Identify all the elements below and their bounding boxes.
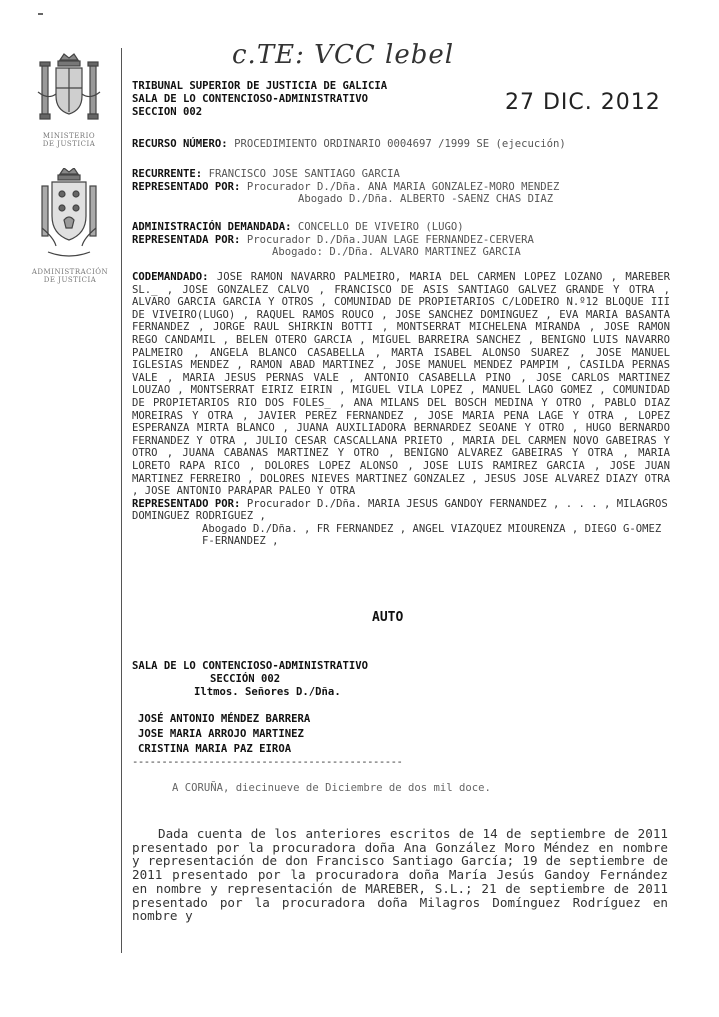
body-paragraph: Dada cuenta de los anteriores escritos de 14 de septiembre de 2011 presentado por la procuradora doña Ana González Moro Méndez en nombre y representación de don Francisco Santiago García; 19 de septiembre de 2011 presentado por la procuradora doña María Jesús Gandoy Fernández en nombre y representación de MAREBER, S.L.; 21 de septiembre de 2011 presentado por la procuradora doña Milagros Domínguez Rodríguez en nombre y: [132, 826, 668, 924]
margin-rule: [121, 48, 122, 953]
demandada-block: [132, 221, 534, 259]
recurso-label: RECURSO NÚMERO:: [132, 138, 228, 150]
administration-caption: ADMINISTRACIÓN DE JUSTICIA: [31, 268, 109, 284]
ministry-caption: MINISTERIO DE JUSTICIA: [42, 132, 96, 148]
codemandado-abogado: Abogado D./Dña. , FR FERNANDEZ , ANGEL VIAZQUEZ MIOURENZA , DIEGO G-OMEZ F-ERNANDEZ ,: [202, 522, 662, 548]
codemandado-rep-label: REPRESENTADO POR:: [132, 497, 241, 510]
handwritten-note: c.TE: VCC lebel: [232, 40, 455, 70]
recurrente-block: [132, 168, 559, 206]
recurso-value: PROCEDIMIENTO ORDINARIO 0004697 /1999 SE (ejecución): [234, 138, 566, 150]
judge-name: CRISTINA MARIA PAZ EIROA: [138, 743, 292, 755]
codemandado-label: CODEMANDADO:: [132, 271, 209, 283]
sala-line3: Iltmos. Señores D./Dña.: [194, 686, 341, 698]
codemandado-block: [132, 271, 670, 548]
auto-title: AUTO: [372, 610, 404, 625]
court-chamber: SALA DE LO CONTENCIOSO-ADMINISTRATIVO: [132, 93, 368, 105]
spain-coat-of-arms-logo: [34, 52, 104, 130]
court-header: [132, 80, 387, 119]
judge-name: JOSE MARIA ARROJO MARTINEZ: [138, 728, 304, 740]
received-date-stamp: 27 DIC. 2012: [505, 90, 661, 115]
court-section: SECCION 002: [132, 106, 203, 118]
judge-name: JOSÉ ANTONIO MÉNDEZ BARRERA: [138, 713, 311, 725]
recurrente-rep-label: REPRESENTADO POR:: [132, 180, 241, 193]
recurrente-value: FRANCISCO JOSE SANTIAGO GARCIA: [208, 168, 400, 180]
demandada-rep-label: REPRESENTADA POR:: [132, 233, 241, 246]
demandada-abogado: Abogado: D./Dña. ALVARO MARTINEZ GARCIA: [272, 246, 521, 258]
recurso-line: [132, 138, 566, 151]
demandada-value: CONCELLO DE VIVEIRO (LUGO): [297, 221, 464, 233]
demandada-label: ADMINISTRACIÓN DEMANDADA:: [132, 221, 292, 233]
court-name: TRIBUNAL SUPERIOR DE JUSTICIA DE GALICIA: [132, 80, 388, 92]
sala-block: [132, 660, 368, 699]
scan-mark: [38, 13, 43, 15]
codemandado-list: JOSE RAMON NAVARRO PALMEIRO, MARIA DEL CARMEN LOPEZ LOZANO , MAREBER SL._ , JOSE GONZALEZ CALVO , FRANCISCO DE ASIS SANTIAGO GALVEZ GRANDE Y OTRA , ALVARO GARCIA GARCIA Y OTROS , COMUNIDAD DE PROPIETARIOS C/LODEIRO N.º12 BLOQUE III DE VIVEIRO(LUGO) , RAQUEL RAMOS ROUCO , JOSE SANCHEZ DOMINGUEZ , EVA MARIA BASANTA FERNANDEZ , JORGE RAUL SHIRKIN BOTTI , MONTSERRAT MICHELENA MIRANDA , JOSE RAMON REGO CANDAMIL , BELEN OTERO GARCIA , MIGUEL BARREIRA SANCHEZ , BENIGNO LUIS NAVARRO PALMEIRO , ANGELA BLANCO CASABELLA , MARTA ISABEL ALONSO SUAREZ , JOSE MANUEL IGLESIAS MENDEZ , RAMON ABAD MARTINEZ , JOSE MANUEL MENDEZ PAMPIM , CASILDA PERNAS VALE , MARIA JESUS PERNAS VALE , ANTONIO CASABELLA PINO , JOSE CARLOS MARTINEZ LOUZAO , MONTSERRAT EIRIZ EIRIN , MIGUEL VILA LOPEZ , MANUEL LAGO GOMEZ , COMUNIDAD DE PROPIETARIOS RIO DOS FOLES_ , ANA MILANS DEL BOSCH MEDINA Y OTRO , PABLO DIAZ MOREIRAS Y OTRA , JAVIER PEREZ FERNANDEZ , JOSE MARIA PENA LAGE Y OTRA , LOPEZ ESPERANZA MIRTA BLANCO , JUANA AUXILIADORA BERNARDEZ SEOANE Y OTRO , HUGO BERNARDO FERNANDEZ Y OTRA , JULIO CESAR CASCALLANA PRIETO , MARIA DEL CARMEN NOVO GABEIRAS Y OTRO , JUANA CABANAS MARTINEZ Y OTRO , BENIGNO ALVAREZ GABEIRAS Y OTRA , MARIA LORETO RAPA RICO , DOLORES LOPEZ ALONSO , JOSE LUIS RAMIREZ GARCIA , JOSE JUAN MARTINEZ FERREIRO , DOLORES NIEVES MARTINEZ GONZALEZ , JESUS JOSE ALVAREZ DIAZY OTRA , JOSE ANTONIO PARAPAR PALEO Y OTRA: [132, 271, 670, 498]
place-date: A CORUÑA, diecinueve de Diciembre de dos mil doce.: [172, 782, 491, 794]
recurrente-label: RECURRENTE:: [132, 168, 203, 180]
separator-line: ----------------------------------------------: [132, 756, 403, 768]
sala-line1: SALA DE LO CONTENCIOSO-ADMINISTRATIVO: [132, 660, 368, 672]
justice-administration-logo: [40, 168, 98, 268]
codemandado-rep-value: Procurador D./Dña. MARIA JESUS GANDOY FERNANDEZ , . . . , MILAGROS DOMINGUEZ RODRIGUEZ ,: [132, 497, 668, 523]
sala-line2: SECCIÓN 002: [210, 673, 281, 685]
recurrente-abogado: Abogado D./Dña. ALBERTO -SAENZ CHAS DIAZ: [298, 193, 554, 205]
judges-list: [138, 712, 310, 757]
recurrente-rep-value: Procurador D./Dña. ANA MARIA GONZALEZ-MORO MENDEZ: [246, 180, 560, 193]
demandada-rep-value: Procurador D./Dña.JUAN LAGE FERNANDEZ-CERVERA: [246, 233, 534, 246]
